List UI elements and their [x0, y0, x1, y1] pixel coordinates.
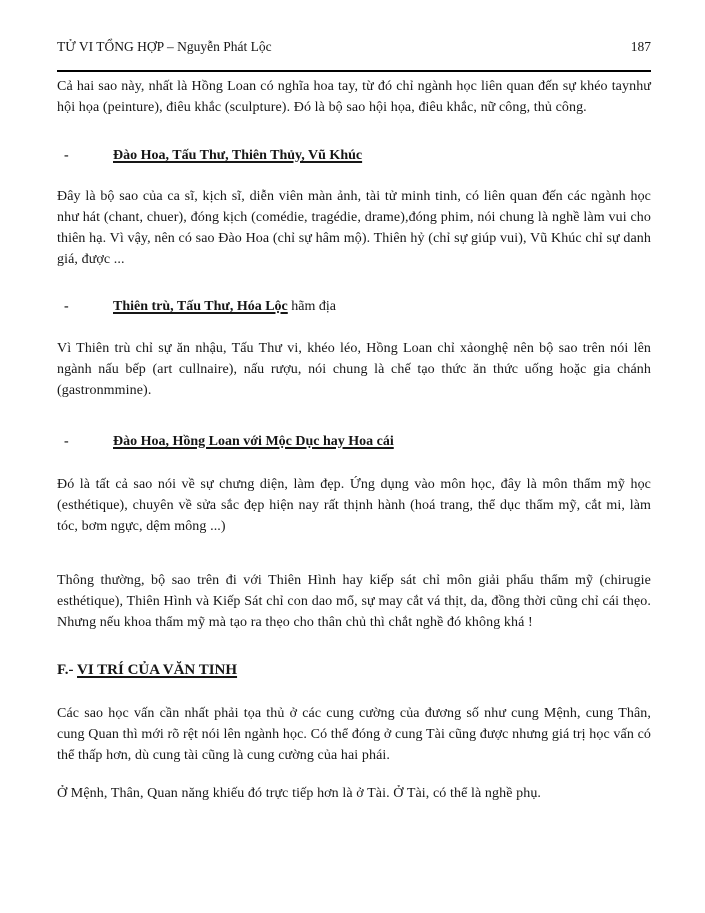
bullet-heading-dao-hoa-tau-thu	[57, 145, 651, 166]
paragraph-beauty: Đó là tất cả sao nói về sự chưng diện, làm đẹp. Ứng dụng vào môn học, đây là môn thẩm mỹ học (esthétique), chuyên về sửa sắc đẹp hiện nay rất thịnh hành (hoá trang, thể dục thẩm mỹ, cắt mi, làm tóc, bơm ngực, dệm mông ...)	[57, 477, 651, 534]
bullet-marker: -	[64, 299, 69, 314]
bullet-heading-title: Đào Hoa, Hồng Loan với Mộc Dục hay Hoa cái	[113, 434, 394, 449]
bullet-heading-suffix: hãm địa	[287, 299, 336, 314]
bullet-heading-title: Đào Hoa, Tấu Thư, Thiên Thủy, Vũ Khúc	[113, 148, 363, 163]
paragraph-intro: Cả hai sao này, nhất là Hồng Loan có nghĩa hoa tay, từ đó chỉ ngành học liên quan đến sự khéo taynhư hội họa (peinture), điêu khắc (sculpture). Đó là bộ sao hội họa, điêu khắc, nữ công, thủ công.	[57, 79, 651, 115]
page-number: 187	[630, 39, 651, 54]
section-title: VI TRÍ CỦA VĂN TINH	[77, 662, 238, 678]
bullet-marker: -	[64, 434, 69, 449]
paragraph-cooking: Vì Thiên trù chỉ sự ăn nhậu, Tấu Thư vi, khéo léo, Hồng Loan chỉ xảonghệ nên bộ sao trên nói lên ngành nấu bếp (art cullnaire), nấu rượu, nói chung là chế tạo thức ăn thức uống hoặc gia chánh (gastronmmine).	[57, 341, 651, 398]
paragraph-surgery: Thông thường, bộ sao trên đi với Thiên Hình hay kiếp sát chỉ môn giải phẩu thẩm mỹ (chirugie esthétique), Thiên Hình và Kiếp Sát chỉ con dao mổ, sự may cắt vá thịt, da, đồng thời cũng chỉ cái thẹo. Nhưng nếu khoa thẩm mỹ mà tạo ra thẹo cho thân chủ thì chắt nghề đó không khá !	[57, 573, 651, 630]
bullet-heading-thien-tru	[57, 296, 651, 317]
header-rule	[57, 70, 651, 72]
book-title: TỬ VI TỔNG HỢP – Nguyễn Phát Lộc	[57, 39, 272, 54]
bullet-marker: -	[64, 148, 69, 163]
paragraph-position: Các sao học vấn cần nhất phải tọa thủ ở các cung cường của đương số như cung Mệnh, cung Thân, cung Quan thì mới rõ rệt nói lên ngành học. Có thể đóng ở cung Tài cũng được nhưng giá trị học vấn có thể thấp hơn, dù cung tài cũng là cung cường của hai phái.	[57, 706, 651, 763]
paragraph-closing: Ở Mệnh, Thân, Quan năng khiếu đó trực tiếp hơn là ở Tài. Ở Tài, có thể là nghề phụ.	[57, 786, 542, 801]
section-heading-f	[57, 660, 651, 681]
section-prefix: F.-	[57, 662, 78, 678]
bullet-heading-title: Thiên trù, Tấu Thư, Hóa Lộc	[113, 299, 288, 314]
page-header	[57, 38, 651, 56]
bullet-heading-dao-hoa-hong-loan	[57, 431, 651, 452]
paragraph-singers: Đây là bộ sao của ca sĩ, kịch sĩ, diễn viên màn ảnh, tài tử minh tinh, có liên quan đến các ngành học như hát (chant, chuer), đóng kịch (comédie, tragédie, drame),đóng phim, nói chung là nghề làm vui cho thiên hạ. Vì vậy, nên có sao Đào Hoa (chỉ sự hâm mộ). Thiên hỷ (chỉ sự giúp vui), Vũ Khúc chỉ sự danh giá, được ...	[57, 189, 651, 267]
